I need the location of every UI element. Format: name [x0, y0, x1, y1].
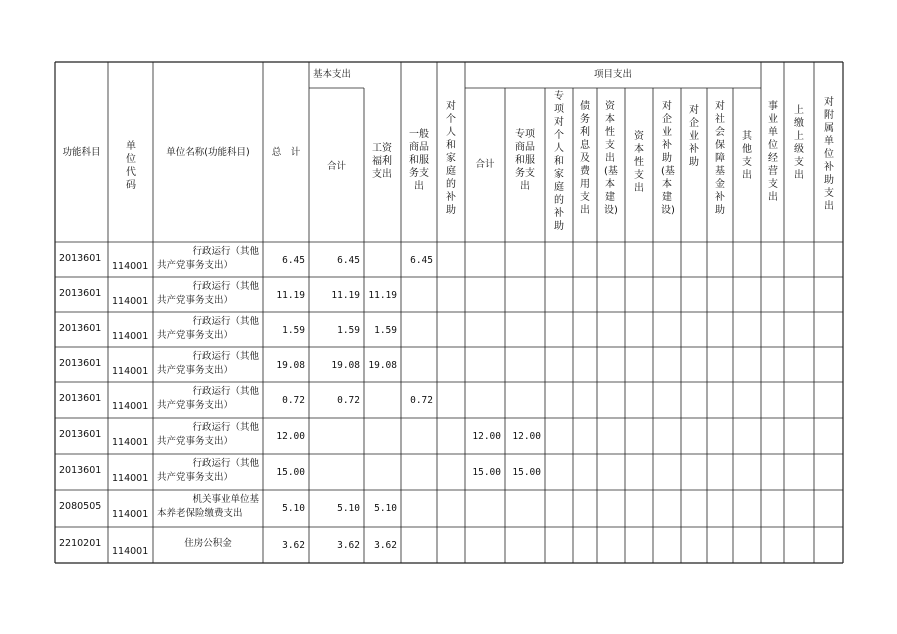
cell-salary: 5.10: [374, 503, 397, 514]
cell-unit-code: 114001: [112, 331, 149, 342]
cell-unit-name: 本养老保险缴费支出: [157, 508, 243, 519]
header-individual: 对个人和家庭的补助: [446, 101, 456, 216]
cell-unit-name: 住房公积金: [184, 538, 232, 549]
header-proj-individual: 专项对个人和家庭的补助: [554, 91, 564, 232]
header-func-subject: 功能科目: [62, 147, 101, 158]
cell-basic-total: 1.59: [337, 325, 360, 336]
cell-unit-code: 114001: [112, 473, 149, 484]
header-enterprise-basic: 对企业补助(基本建设): [661, 101, 675, 216]
cell-unit-code: 114001: [112, 261, 149, 272]
cell-salary: 1.59: [374, 325, 397, 336]
cell-func-subject: 2013601: [59, 465, 102, 476]
cell-unit-name: 行政运行（其他: [192, 246, 259, 257]
header-total: 总 计: [271, 147, 301, 158]
cell-unit-name: 共产党事务支出）: [157, 260, 234, 271]
cell-unit-name: 行政运行（其他: [192, 458, 259, 469]
header-salary: 工资福利支出: [372, 143, 392, 180]
cell-unit-name: 机关事业单位基: [192, 494, 259, 505]
cell-unit-code: 114001: [112, 509, 149, 520]
cell-func-subject: 2013601: [59, 429, 102, 440]
header-unit-code: 单位代码: [126, 141, 136, 191]
cell-func-subject: 2080505: [59, 501, 102, 512]
header-social-security: 对社会保障基金补助: [715, 101, 725, 216]
cell-total: 19.08: [276, 360, 305, 371]
cell-total: 12.00: [276, 431, 305, 442]
cell-basic-total: 6.45: [337, 255, 360, 266]
cell-unit-name: 行政运行（其他: [192, 386, 259, 397]
cell-unit-name: 行政运行（其他: [192, 351, 259, 362]
header-capital: 资本性支出: [634, 131, 644, 194]
cell-proj-goods: 12.00: [512, 431, 541, 442]
cell-basic-total: 0.72: [337, 395, 360, 406]
cell-goods: 6.45: [410, 255, 433, 266]
header-basic-total: 合计: [326, 161, 346, 172]
cell-basic-total: 19.08: [331, 360, 360, 371]
cell-proj-goods: 15.00: [512, 467, 541, 478]
cell-unit-name: 共产党事务支出）: [157, 295, 234, 306]
cell-goods: 0.72: [410, 395, 433, 406]
cell-total: 6.45: [282, 255, 305, 266]
cell-salary: 19.08: [368, 360, 397, 371]
cell-unit-code: 114001: [112, 401, 149, 412]
cell-func-subject: 2013601: [59, 253, 102, 264]
cell-unit-name: 共产党事务支出）: [157, 330, 234, 341]
header-basic-group: 基本支出: [312, 69, 351, 80]
header-debt: 债务利息及费用支出: [580, 101, 590, 216]
cell-total: 0.72: [282, 395, 305, 406]
header-unit-name: 单位名称(功能科目): [166, 147, 250, 158]
cell-unit-name: 共产党事务支出）: [157, 365, 234, 376]
cell-total: 3.62: [282, 540, 305, 551]
header-ops: 事业单位经营支出: [768, 101, 778, 203]
header-upper: 上缴上级支出: [794, 105, 804, 181]
cell-salary: 11.19: [368, 290, 397, 301]
cell-unit-code: 114001: [112, 546, 149, 557]
cell-proj-total: 12.00: [472, 431, 501, 442]
cell-basic-total: 5.10: [337, 503, 360, 514]
cell-basic-total: 11.19: [331, 290, 360, 301]
cell-unit-code: 114001: [112, 437, 149, 448]
header-goods: 一般商品和服务支出: [409, 129, 429, 192]
cell-func-subject: 2013601: [59, 288, 102, 299]
cell-unit-name: 共产党事务支出）: [157, 400, 234, 411]
header-project-group: 项目支出: [593, 69, 632, 80]
cell-basic-total: 3.62: [337, 540, 360, 551]
cell-unit-name: 共产党事务支出）: [157, 436, 234, 447]
header-capital-basic: 资本性支出(基本建设): [604, 101, 618, 216]
header-enterprise: 对企业补助: [689, 105, 699, 168]
cell-unit-name: 行政运行（其他: [192, 316, 259, 327]
cell-unit-code: 114001: [112, 366, 149, 377]
header-other: 其他支出: [742, 131, 752, 181]
cell-func-subject: 2210201: [59, 538, 102, 549]
header-proj-total: 合计: [475, 159, 495, 170]
cell-total: 1.59: [282, 325, 305, 336]
cell-func-subject: 2013601: [59, 358, 102, 369]
cell-total: 5.10: [282, 503, 305, 514]
cell-unit-name: 行政运行（其他: [192, 281, 259, 292]
cell-func-subject: 2013601: [59, 393, 102, 404]
cell-unit-name: 行政运行（其他: [192, 422, 259, 433]
cell-total: 11.19: [276, 290, 305, 301]
cell-total: 15.00: [276, 467, 305, 478]
cell-unit-code: 114001: [112, 296, 149, 307]
cell-proj-total: 15.00: [472, 467, 501, 478]
cell-salary: 3.62: [374, 540, 397, 551]
cell-unit-name: 共产党事务支出）: [157, 472, 234, 483]
header-proj-goods: 专项商品和服务支出: [515, 129, 535, 192]
header-affiliate: 对附属单位补助支出: [824, 97, 834, 212]
cell-func-subject: 2013601: [59, 323, 102, 334]
